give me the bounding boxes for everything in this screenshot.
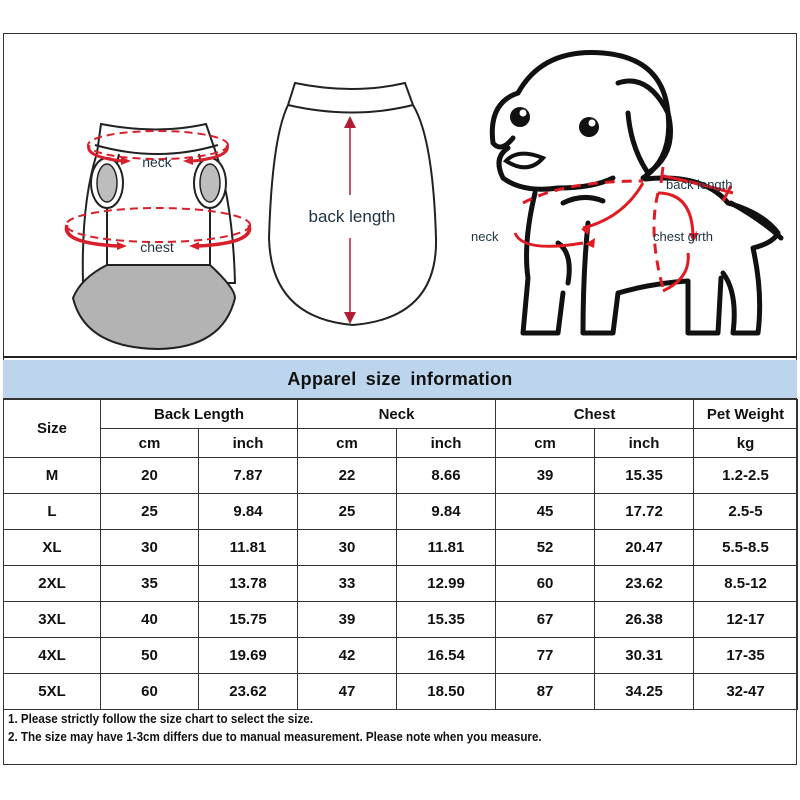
neck-inch-cell: 18.50 <box>397 674 496 710</box>
table-row <box>4 458 798 494</box>
dog-neck-label: neck <box>471 229 499 244</box>
back-cm-cell: 60 <box>101 674 199 710</box>
size-cell: 2XL <box>4 566 101 602</box>
unit-header: inch <box>397 429 496 458</box>
chest-cm-cell: 60 <box>496 566 595 602</box>
size-cell: L <box>4 494 101 530</box>
size-cell: XL <box>4 530 101 566</box>
unit-header-row <box>4 429 798 458</box>
back-cm-cell: 50 <box>101 638 199 674</box>
neck-cm-cell: 39 <box>298 602 397 638</box>
neck-cm-cell: 42 <box>298 638 397 674</box>
table-row <box>4 494 798 530</box>
neck-inch-cell: 16.54 <box>397 638 496 674</box>
table-title: Apparel size information <box>3 360 797 399</box>
neck-inch-cell: 12.99 <box>397 566 496 602</box>
back-cm-cell: 30 <box>101 530 199 566</box>
chest-inch-cell: 34.25 <box>595 674 694 710</box>
back-length-header: Back Length <box>101 400 298 429</box>
chest-cm-cell: 87 <box>496 674 595 710</box>
unit-header: cm <box>496 429 595 458</box>
size-header: Size <box>4 400 101 458</box>
size-table <box>3 399 798 710</box>
back-inch-cell: 19.69 <box>199 638 298 674</box>
size-cell: 3XL <box>4 602 101 638</box>
neck-header: Neck <box>298 400 496 429</box>
table-row <box>4 530 798 566</box>
chest-cm-cell: 77 <box>496 638 595 674</box>
back-cm-cell: 35 <box>101 566 199 602</box>
neck-inch-cell: 9.84 <box>397 494 496 530</box>
back-cm-cell: 20 <box>101 458 199 494</box>
chest-inch-cell: 15.35 <box>595 458 694 494</box>
weight-kg-cell: 8.5-12 <box>694 566 798 602</box>
neck-inch-cell: 11.81 <box>397 530 496 566</box>
weight-kg-cell: 17-35 <box>694 638 798 674</box>
chest-cm-cell: 67 <box>496 602 595 638</box>
table-row <box>4 602 798 638</box>
neck-cm-cell: 22 <box>298 458 397 494</box>
pet-weight-header: Pet Weight <box>694 400 798 429</box>
size-cell: 5XL <box>4 674 101 710</box>
note-2: 2. The size may have 1-3cm differs due to manual measurement. Please note when you measure. <box>8 730 542 744</box>
unit-header: kg <box>694 429 798 458</box>
back-garment-diagram <box>253 78 453 358</box>
measurement-illustration-panel <box>3 33 797 358</box>
size-cell: 4XL <box>4 638 101 674</box>
dog-back-length-label: back length <box>666 177 733 192</box>
weight-kg-cell: 2.5-5 <box>694 494 798 530</box>
chest-cm-cell: 39 <box>496 458 595 494</box>
weight-kg-cell: 1.2-2.5 <box>694 458 798 494</box>
neck-cm-cell: 25 <box>298 494 397 530</box>
neck-cm-cell: 30 <box>298 530 397 566</box>
chest-header: Chest <box>496 400 694 429</box>
back-inch-cell: 11.81 <box>199 530 298 566</box>
neck-cm-cell: 47 <box>298 674 397 710</box>
chest-inch-cell: 20.47 <box>595 530 694 566</box>
weight-kg-cell: 32-47 <box>694 674 798 710</box>
back-inch-cell: 23.62 <box>199 674 298 710</box>
table-row <box>4 674 798 710</box>
group-header-row <box>4 400 798 429</box>
unit-header: cm <box>101 429 199 458</box>
chest-inch-cell: 17.72 <box>595 494 694 530</box>
front-chest-label: chest <box>140 239 174 255</box>
table-row <box>4 566 798 602</box>
chest-inch-cell: 30.31 <box>595 638 694 674</box>
back-inch-cell: 9.84 <box>199 494 298 530</box>
neck-inch-cell: 8.66 <box>397 458 496 494</box>
chest-cm-cell: 52 <box>496 530 595 566</box>
back-inch-cell: 7.87 <box>199 458 298 494</box>
neck-cm-cell: 33 <box>298 566 397 602</box>
unit-header: cm <box>298 429 397 458</box>
back-length-label: back length <box>308 207 396 226</box>
notes-section <box>3 706 797 765</box>
unit-header: inch <box>595 429 694 458</box>
back-cm-cell: 40 <box>101 602 199 638</box>
weight-kg-cell: 12-17 <box>694 602 798 638</box>
chest-inch-cell: 26.38 <box>595 602 694 638</box>
chest-cm-cell: 45 <box>496 494 595 530</box>
chest-inch-cell: 23.62 <box>595 566 694 602</box>
dog-measurement-diagram <box>463 43 793 353</box>
front-neck-label: neck <box>142 154 172 170</box>
size-cell: M <box>4 458 101 494</box>
front-garment-diagram <box>23 53 263 353</box>
table-row <box>4 638 798 674</box>
note-1: 1. Please strictly follow the size chart to select the size. <box>8 712 313 726</box>
back-inch-cell: 13.78 <box>199 566 298 602</box>
unit-header: inch <box>199 429 298 458</box>
neck-inch-cell: 15.35 <box>397 602 496 638</box>
dog-chest-girth-label: chest girth <box>653 229 713 244</box>
back-cm-cell: 25 <box>101 494 199 530</box>
weight-kg-cell: 5.5-8.5 <box>694 530 798 566</box>
back-inch-cell: 15.75 <box>199 602 298 638</box>
